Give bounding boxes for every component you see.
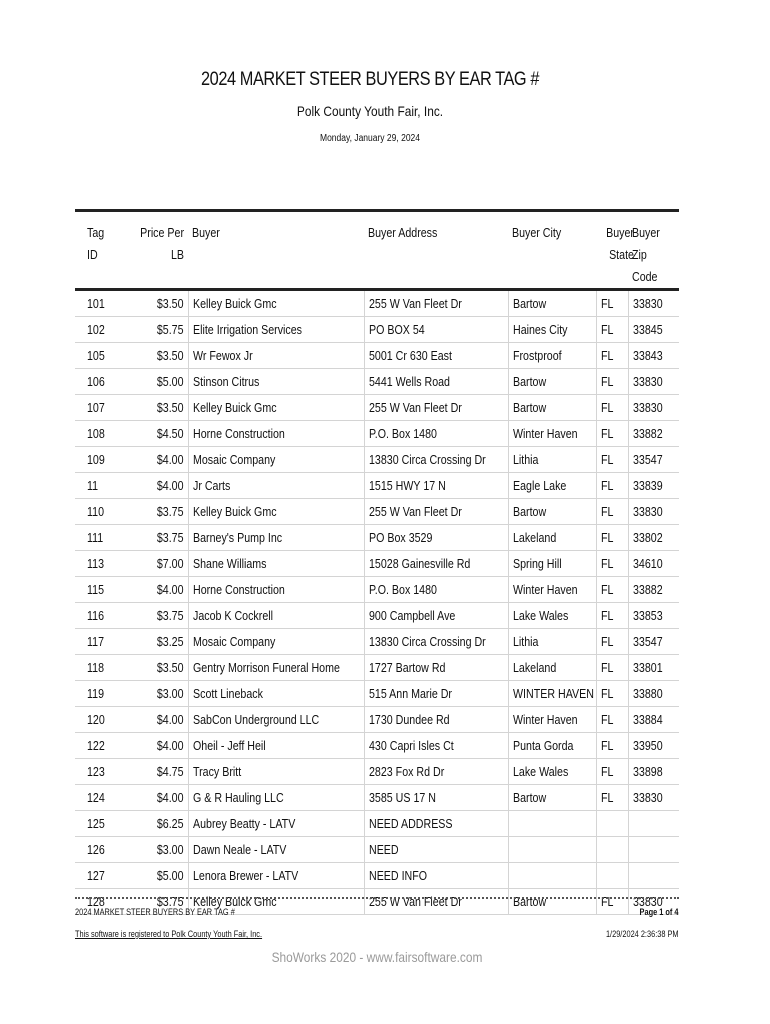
price-cell: $3.50 [119, 395, 188, 421]
price-cell: $4.50 [119, 421, 188, 447]
zip-cell [628, 863, 679, 889]
tag-id-cell: 109 [75, 447, 119, 473]
city-cell: Lake Wales [508, 603, 596, 629]
buyer-cell: Scott Lineback [188, 681, 364, 707]
table-row [75, 577, 679, 603]
table-row [75, 499, 679, 525]
zip-cell: 33830 [628, 889, 679, 915]
buyer-cell: Wr Fewox Jr [188, 343, 364, 369]
zip-cell: 33830 [628, 395, 679, 421]
tag-id-cell: 125 [75, 811, 119, 837]
table-row [75, 525, 679, 551]
price-cell: $3.75 [119, 499, 188, 525]
table-row [75, 317, 679, 343]
zip-cell: 33845 [628, 317, 679, 343]
tag-id-cell: 120 [75, 707, 119, 733]
buyer-cell: Jr Carts [188, 473, 364, 499]
address-cell: 5441 Wells Road [364, 369, 508, 395]
buyer-cell: Horne Construction [188, 421, 364, 447]
buyer-cell: Kelley Buick Gmc [188, 395, 364, 421]
state-cell: FL [596, 421, 628, 447]
address-cell: 15028 Gainesville Rd [364, 551, 508, 577]
state-cell: FL [596, 551, 628, 577]
zip-cell: 33950 [628, 733, 679, 759]
footer-divider [75, 897, 679, 899]
price-cell: $4.00 [119, 707, 188, 733]
zip-cell: 33547 [628, 447, 679, 473]
buyer-cell: Dawn Neale - LATV [188, 837, 364, 863]
table-row [75, 733, 679, 759]
state-cell: FL [596, 889, 628, 915]
state-cell: FL [596, 290, 628, 317]
price-cell: $3.00 [119, 681, 188, 707]
zip-cell [628, 811, 679, 837]
city-cell: Bartow [508, 785, 596, 811]
buyer-cell: Kelley Buick Gmc [188, 290, 364, 317]
zip-cell: 33830 [628, 499, 679, 525]
price-cell: $5.00 [119, 369, 188, 395]
price-cell: $5.75 [119, 317, 188, 343]
tag-id-cell: 108 [75, 421, 119, 447]
price-cell: $3.00 [119, 837, 188, 863]
price-cell: $3.75 [119, 525, 188, 551]
tag-id-cell: 105 [75, 343, 119, 369]
state-cell: FL [596, 525, 628, 551]
footer-page-number: Page 1 of 4 [640, 907, 679, 917]
buyer-cell: Oheil - Jeff Heil [188, 733, 364, 759]
footer-registration-note: This software is registered to Polk County Youth Fair, Inc. [75, 929, 263, 939]
price-cell: $3.75 [119, 889, 188, 915]
state-cell: FL [596, 681, 628, 707]
city-cell: Lithia [508, 629, 596, 655]
state-cell: FL [596, 369, 628, 395]
address-cell: NEED ADDRESS [364, 811, 508, 837]
city-cell: Lakeland [508, 525, 596, 551]
price-cell: $7.00 [119, 551, 188, 577]
zip-cell: 33853 [628, 603, 679, 629]
city-cell: WINTER HAVEN [508, 681, 596, 707]
buyer-cell: Horne Construction [188, 577, 364, 603]
showorks-credit: ShoWorks 2020 - www.fairsoftware.com [271, 949, 483, 965]
tag-id-cell: 11 [75, 473, 119, 499]
state-cell: FL [596, 603, 628, 629]
tag-id-cell: 126 [75, 837, 119, 863]
state-cell [596, 811, 628, 837]
address-cell: 255 W Van Fleet Dr [364, 889, 508, 915]
zip-cell: 33830 [628, 369, 679, 395]
buyer-cell: Tracy Britt [188, 759, 364, 785]
state-cell: FL [596, 499, 628, 525]
buyer-cell: SabCon Underground LLC [188, 707, 364, 733]
zip-cell: 33802 [628, 525, 679, 551]
col-header-address: Buyer Address [364, 211, 508, 290]
zip-cell: 33882 [628, 421, 679, 447]
table-row [75, 369, 679, 395]
buyer-cell: Shane Williams [188, 551, 364, 577]
address-cell: 2823 Fox Rd Dr [364, 759, 508, 785]
zip-cell: 33882 [628, 577, 679, 603]
city-cell: Bartow [508, 889, 596, 915]
buyer-cell: Stinson Citrus [188, 369, 364, 395]
city-cell [508, 811, 596, 837]
tag-id-cell: 111 [75, 525, 119, 551]
city-cell: Lakeland [508, 655, 596, 681]
state-cell: FL [596, 629, 628, 655]
tag-id-cell: 117 [75, 629, 119, 655]
price-cell: $4.75 [119, 759, 188, 785]
buyer-cell: Barney's Pump Inc [188, 525, 364, 551]
city-cell: Winter Haven [508, 421, 596, 447]
price-cell: $4.00 [119, 473, 188, 499]
zip-cell: 33801 [628, 655, 679, 681]
city-cell [508, 863, 596, 889]
city-cell: Spring Hill [508, 551, 596, 577]
city-cell: Lithia [508, 447, 596, 473]
tag-id-cell: 119 [75, 681, 119, 707]
table-row [75, 681, 679, 707]
price-cell: $4.00 [119, 447, 188, 473]
table-row [75, 421, 679, 447]
col-header-tag-id: Tag ID [75, 211, 119, 290]
state-cell: FL [596, 733, 628, 759]
address-cell: 1727 Bartow Rd [364, 655, 508, 681]
state-cell [596, 863, 628, 889]
price-cell: $5.00 [119, 863, 188, 889]
tag-id-cell: 118 [75, 655, 119, 681]
tag-id-cell: 127 [75, 863, 119, 889]
state-cell: FL [596, 317, 628, 343]
address-cell: PO BOX 54 [364, 317, 508, 343]
buyer-cell: Mosaic Company [188, 447, 364, 473]
buyer-cell: Gentry Morrison Funeral Home [188, 655, 364, 681]
price-cell: $4.00 [119, 785, 188, 811]
address-cell: 3585 US 17 N [364, 785, 508, 811]
city-cell: Haines City [508, 317, 596, 343]
zip-cell: 33884 [628, 707, 679, 733]
tag-id-cell: 124 [75, 785, 119, 811]
price-cell: $3.50 [119, 655, 188, 681]
table-row [75, 863, 679, 889]
price-cell: $4.00 [119, 733, 188, 759]
table-header-row [75, 211, 679, 290]
address-cell: 255 W Van Fleet Dr [364, 499, 508, 525]
zip-cell: 33839 [628, 473, 679, 499]
state-cell: FL [596, 759, 628, 785]
city-cell: Bartow [508, 499, 596, 525]
address-cell: P.O. Box 1480 [364, 577, 508, 603]
address-cell: PO Box 3529 [364, 525, 508, 551]
buyers-table [75, 209, 679, 915]
table-row [75, 707, 679, 733]
footer-timestamp: 1/29/2024 2:36:38 PM [606, 929, 679, 939]
buyer-cell: Elite Irrigation Services [188, 317, 364, 343]
state-cell: FL [596, 785, 628, 811]
zip-cell: 33830 [628, 290, 679, 317]
city-cell: Lake Wales [508, 759, 596, 785]
table-row [75, 343, 679, 369]
tag-id-cell: 102 [75, 317, 119, 343]
price-cell: $3.25 [119, 629, 188, 655]
state-cell: FL [596, 473, 628, 499]
tag-id-cell: 122 [75, 733, 119, 759]
state-cell: FL [596, 707, 628, 733]
col-header-buyer: Buyer [188, 211, 364, 290]
tag-id-cell: 101 [75, 290, 119, 317]
city-cell: Punta Gorda [508, 733, 596, 759]
buyer-cell: Aubrey Beatty - LATV [188, 811, 364, 837]
zip-cell: 33880 [628, 681, 679, 707]
table-row [75, 785, 679, 811]
report-date: Monday, January 29, 2024 [319, 133, 421, 144]
buyer-cell: G & R Hauling LLC [188, 785, 364, 811]
table-row [75, 603, 679, 629]
address-cell: 515 Ann Marie Dr [364, 681, 508, 707]
zip-cell: 33898 [628, 759, 679, 785]
table-row [75, 629, 679, 655]
tag-id-cell: 128 [75, 889, 119, 915]
zip-cell: 33843 [628, 343, 679, 369]
address-cell: 1730 Dundee Rd [364, 707, 508, 733]
col-header-price: Price Per LB [119, 211, 188, 290]
state-cell: FL [596, 343, 628, 369]
address-cell: 430 Capri Isles Ct [364, 733, 508, 759]
state-cell: FL [596, 655, 628, 681]
city-cell: Winter Haven [508, 707, 596, 733]
city-cell: Bartow [508, 395, 596, 421]
tag-id-cell: 123 [75, 759, 119, 785]
address-cell: 1515 HWY 17 N [364, 473, 508, 499]
buyer-cell: Jacob K Cockrell [188, 603, 364, 629]
price-cell: $6.25 [119, 811, 188, 837]
tag-id-cell: 106 [75, 369, 119, 395]
address-cell: 255 W Van Fleet Dr [364, 395, 508, 421]
address-cell: 5001 Cr 630 East [364, 343, 508, 369]
buyer-cell: Kelley Buick Gmc [188, 889, 364, 915]
city-cell: Frostproof [508, 343, 596, 369]
zip-cell: 34610 [628, 551, 679, 577]
price-cell: $4.00 [119, 577, 188, 603]
table-row [75, 473, 679, 499]
state-cell [596, 837, 628, 863]
address-cell: NEED INFO [364, 863, 508, 889]
table-row [75, 759, 679, 785]
tag-id-cell: 116 [75, 603, 119, 629]
footer-report-name: 2024 MARKET STEER BUYERS BY EAR TAG # [75, 907, 235, 917]
price-cell: $3.50 [119, 290, 188, 317]
buyer-cell: Kelley Buick Gmc [188, 499, 364, 525]
city-cell: Eagle Lake [508, 473, 596, 499]
address-cell: NEED [364, 837, 508, 863]
price-cell: $3.75 [119, 603, 188, 629]
table-row [75, 655, 679, 681]
report-title: 2024 MARKET STEER BUYERS BY EAR TAG # [201, 69, 539, 90]
col-header-city: Buyer City [508, 211, 596, 290]
tag-id-cell: 107 [75, 395, 119, 421]
table-row [75, 837, 679, 863]
table-row [75, 290, 679, 317]
city-cell: Bartow [508, 369, 596, 395]
state-cell: FL [596, 577, 628, 603]
address-cell: 13830 Circa Crossing Dr [364, 447, 508, 473]
table-row [75, 551, 679, 577]
tag-id-cell: 110 [75, 499, 119, 525]
table-row [75, 447, 679, 473]
price-cell: $3.50 [119, 343, 188, 369]
state-cell: FL [596, 447, 628, 473]
state-cell: FL [596, 395, 628, 421]
city-cell: Winter Haven [508, 577, 596, 603]
tag-id-cell: 115 [75, 577, 119, 603]
city-cell: Bartow [508, 290, 596, 317]
col-header-zip: Buyer Zip Code [628, 211, 679, 290]
col-header-state: Buyer State [596, 211, 628, 290]
organization-name: Polk County Youth Fair, Inc. [296, 103, 444, 119]
tag-id-cell: 113 [75, 551, 119, 577]
table-row [75, 811, 679, 837]
address-cell: 255 W Van Fleet Dr [364, 290, 508, 317]
address-cell: P.O. Box 1480 [364, 421, 508, 447]
zip-cell: 33547 [628, 629, 679, 655]
table-row [75, 395, 679, 421]
zip-cell [628, 837, 679, 863]
address-cell: 900 Campbell Ave [364, 603, 508, 629]
zip-cell: 33830 [628, 785, 679, 811]
table-body [75, 290, 679, 915]
address-cell: 13830 Circa Crossing Dr [364, 629, 508, 655]
city-cell [508, 837, 596, 863]
buyer-cell: Lenora Brewer - LATV [188, 863, 364, 889]
buyer-cell: Mosaic Company [188, 629, 364, 655]
buyers-table-container [75, 209, 679, 915]
